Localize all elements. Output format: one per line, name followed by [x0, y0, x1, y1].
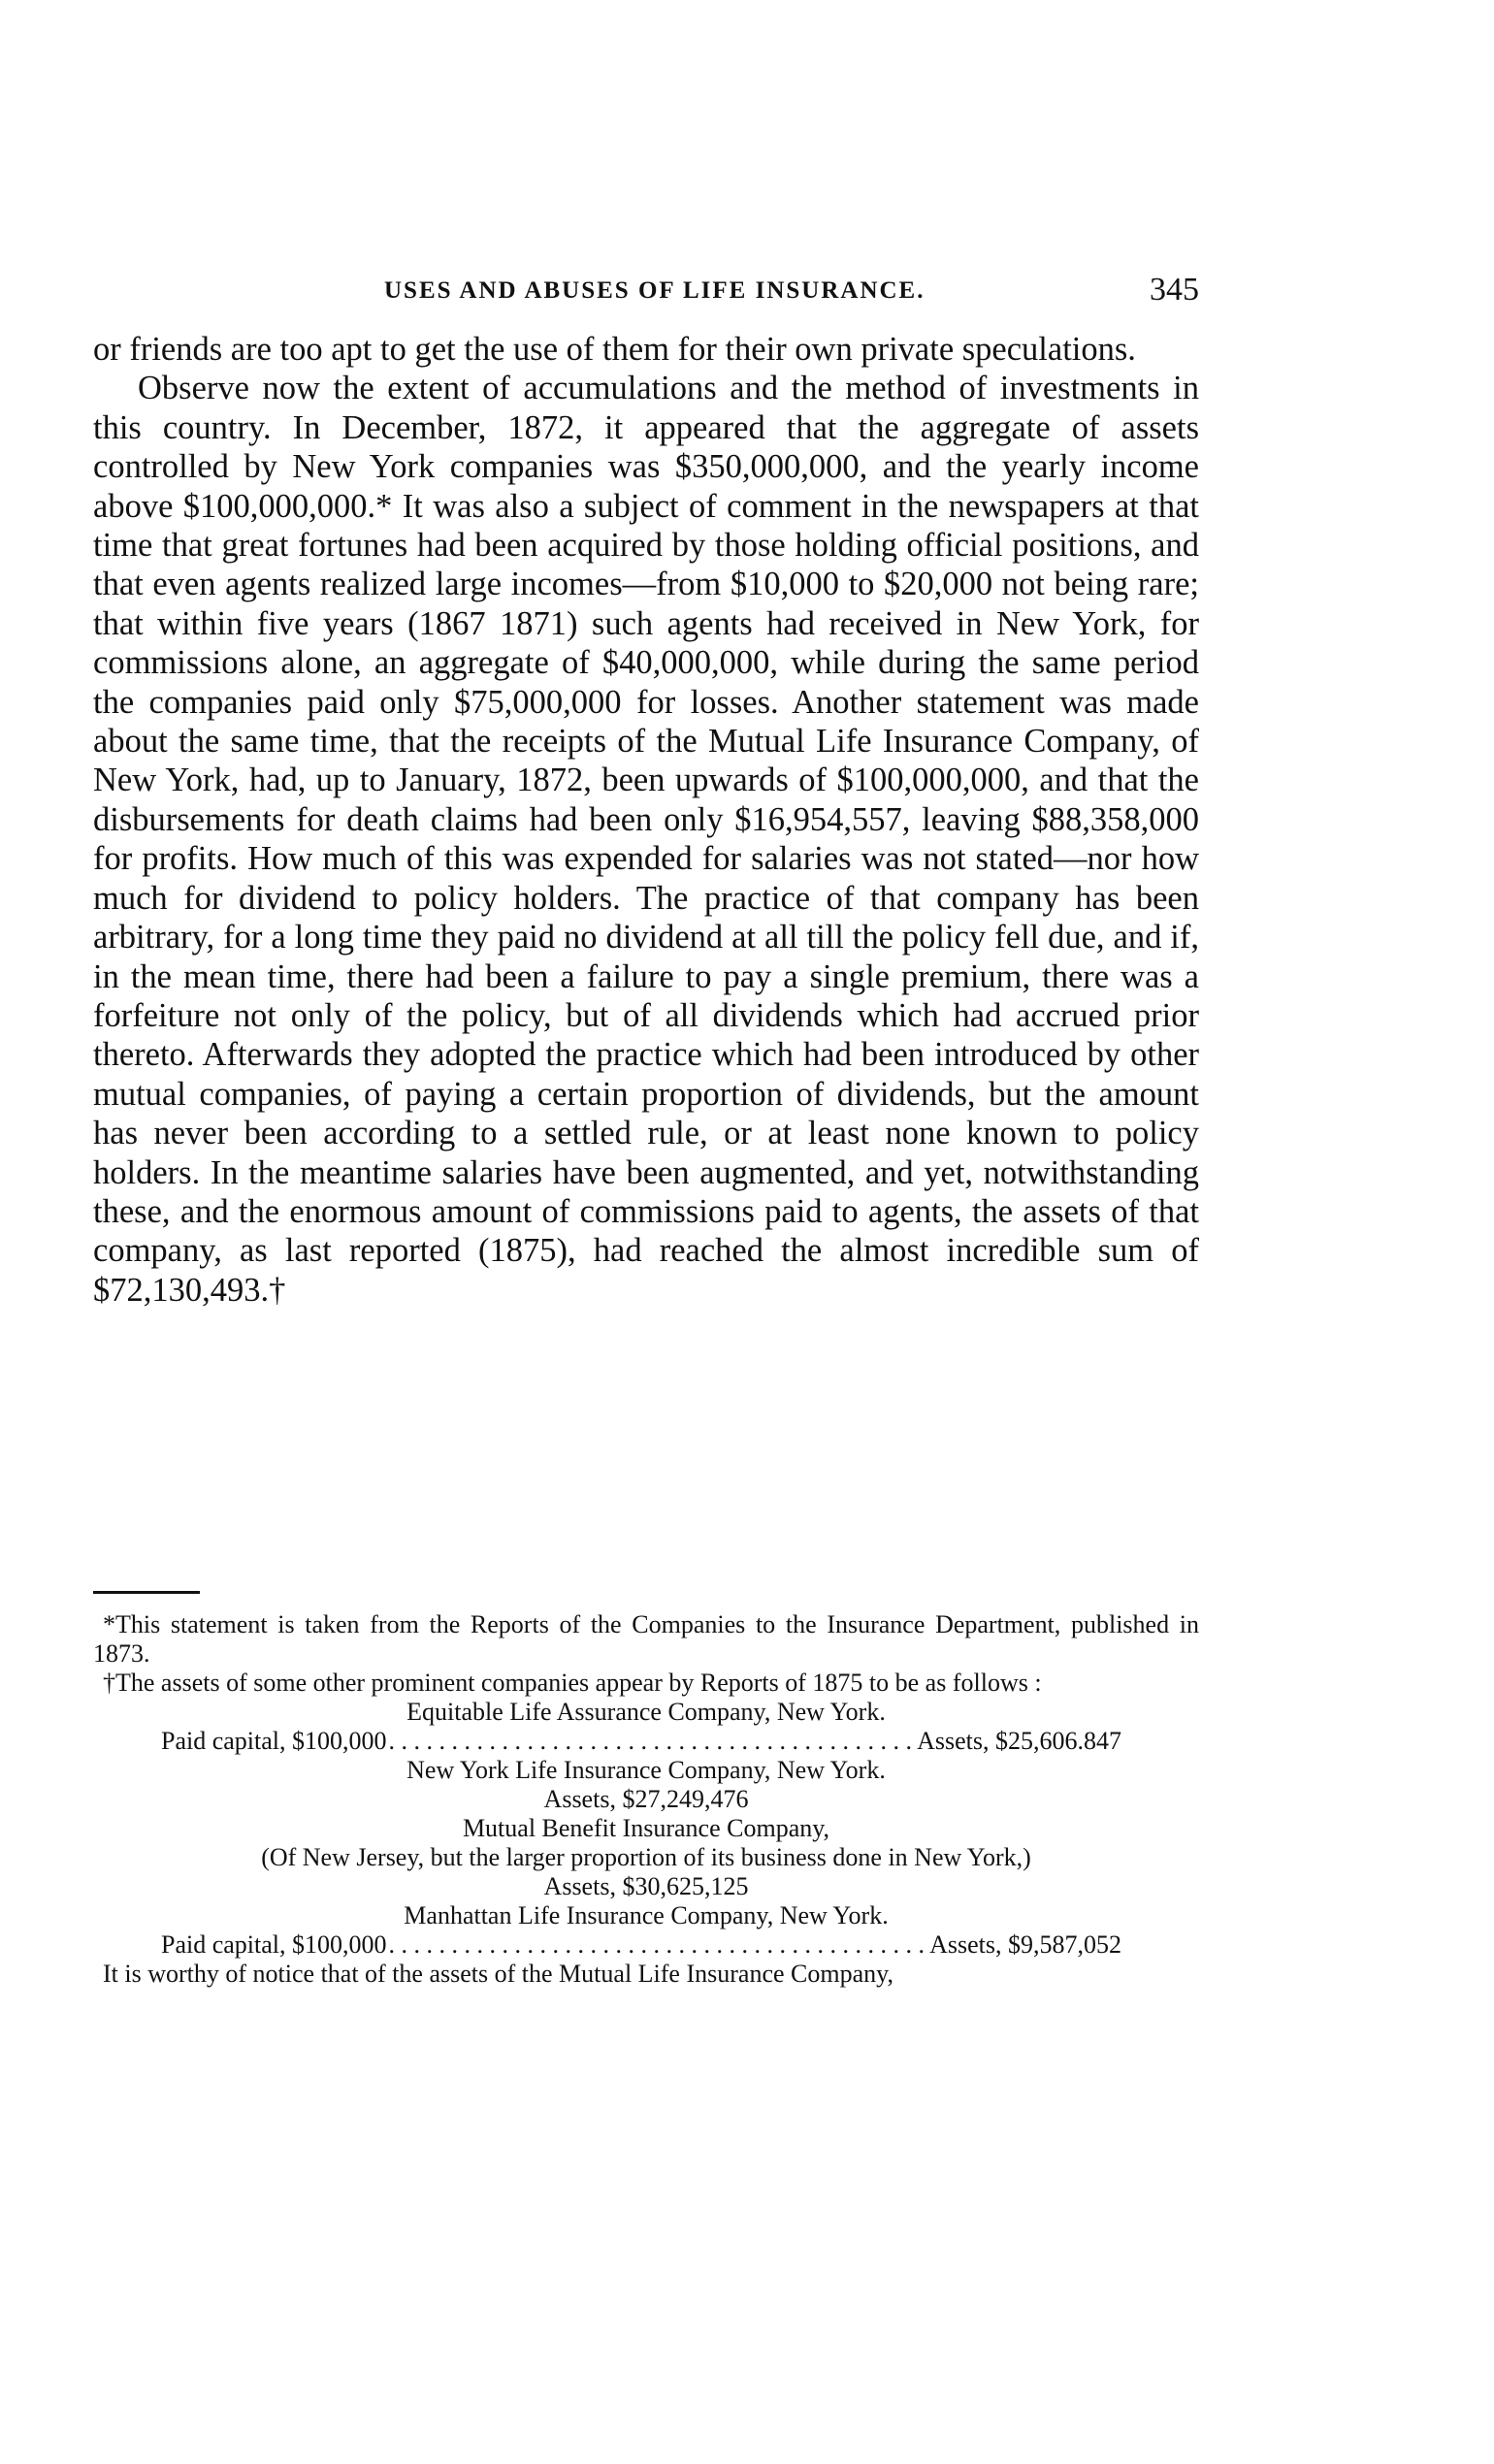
footnote-1: *This statement is taken from the Reports of the Companies to the Insurance Department, published in 1873.: [93, 1610, 1199, 1668]
company-name-mutual-benefit: Mutual Benefit Insurance Company,: [462, 1814, 830, 1842]
assets-new-york-life: Assets, $27,249,476: [543, 1785, 749, 1813]
page-number: 345: [1150, 272, 1199, 308]
footnote-rule: [93, 1591, 200, 1594]
paid-capital-manhattan: Paid capital, $100,000: [161, 1930, 387, 1959]
paragraph-accumulations: Observe now the extent of accumulations and the method of investments in this country. In December, 1872, it appeared that the aggregate of assets controlled by New York companies was $350,000,000, and the yearly income above $100,000,000.* It was also a subject of comment in the newspapers at that time that great fortunes had been acquired by those holding official positions, and that even agents realized large incomes—from $10,000 to $20,000 not being rare; that within five years (1867 1871) such agents had received in New York, for commissions alone, an aggregate of $40,000,000, while during the same period the companies paid only $75,000,000 for losses. Another statement was made about the same time, that the receipts of the Mutual Life Insurance Company, of New York, had, up to January, 1872, been upwards of $100,000,000, and that the disbursements for death claims had been only $16,954,557, leaving $88,358,000 for profits. How much of this was expended for salaries was not stated—nor how much for dividend to policy holders. The practice of that company has been arbitrary, for a long time they paid no dividend at all till the policy fell due, and if, in the mean time, there had been a failure to pay a single premium, there was a forfeiture not only of the policy, but of all dividends which had accrued prior thereto. Afterwards they adopted the practice which had been introduced by other mutual companies, of paying a certain proportion of dividends, but the amount has never been according to a settled rule, or at least none known to policy holders. In the meantime salaries have been augmented, and yet, notwithstanding these, and the enormous amount of commissions paid to agents, the assets of that company, as last reported (1875), had reached the almost incredible sum of $72,130,493.†: [93, 370, 1199, 1309]
company-name-manhattan: Manhattan Life Insurance Company, New York.: [404, 1901, 889, 1929]
running-head: USES AND ABUSES OF LIFE INSURANCE.: [384, 277, 926, 304]
leader-row-manhattan: [93, 1930, 1199, 1960]
footnotes: [93, 1610, 1199, 1989]
leader-row-equitable: [93, 1727, 1199, 1756]
page-header: [93, 272, 1199, 320]
company-name-new-york-life: New York Life Insurance Company, New York.: [406, 1756, 886, 1784]
footnote-continuation: It is worthy of notice that of the assets of the Mutual Life Insurance Company,: [103, 1960, 893, 1988]
assets-equitable: Assets, $25,606.847: [917, 1727, 1121, 1755]
paragraph-continuation: or friends are too apt to get the use of them for their own private speculations.: [93, 331, 1136, 368]
dot-leader: [389, 1930, 928, 1960]
assets-manhattan: Assets, $9,587,052: [929, 1930, 1121, 1959]
assets-mutual-benefit: Assets, $30,625,125: [543, 1872, 749, 1900]
footnote-2: †The assets of some other prominent companies appear by Reports of 1875 to be as follows :: [103, 1669, 1042, 1697]
note-mutual-benefit: (Of New Jersey, but the larger proportion of its business done in New York,): [261, 1843, 1031, 1871]
company-name-equitable: Equitable Life Assurance Company, New York.: [406, 1698, 886, 1726]
body-text: [93, 330, 1199, 1310]
dot-leader: [389, 1727, 916, 1756]
paid-capital-equitable: Paid capital, $100,000: [161, 1727, 387, 1755]
